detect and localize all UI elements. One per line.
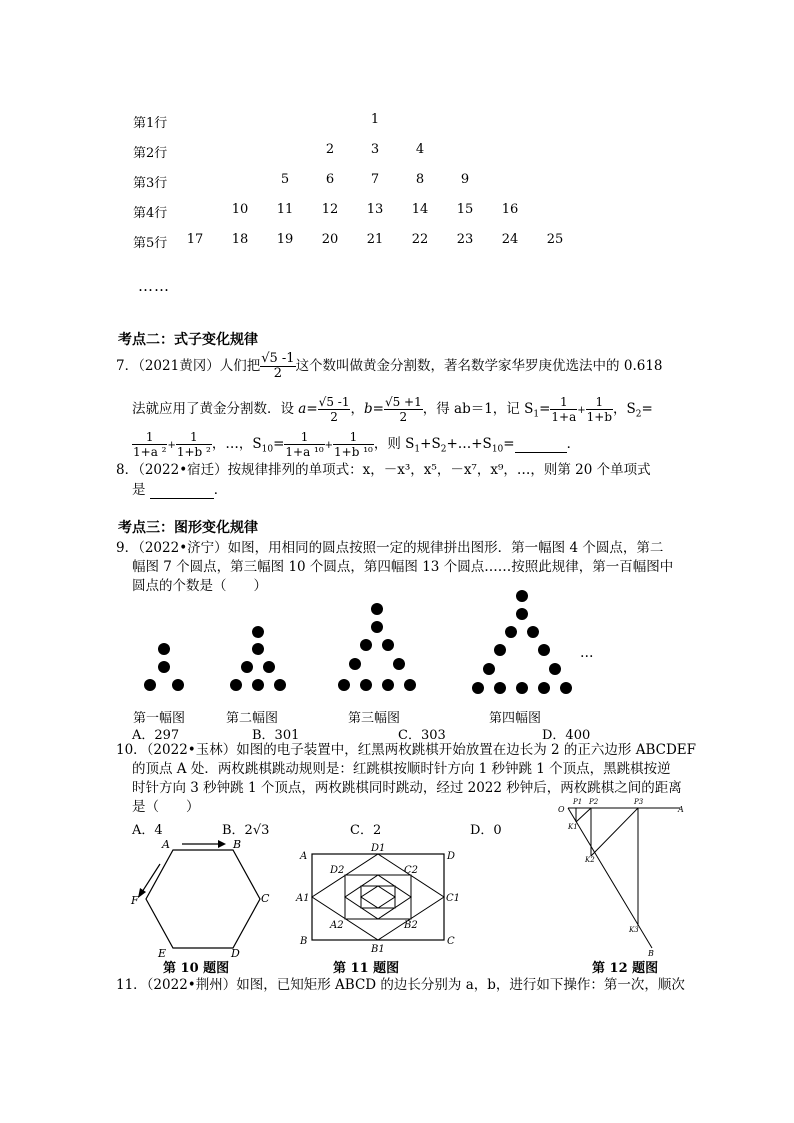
eq-sign: = [306, 401, 318, 417]
dot [538, 644, 550, 656]
caption-fig1: 第一幅图 [133, 711, 186, 726]
q8-text: 是 [132, 482, 146, 498]
caption-fig4: 第四幅图 [489, 711, 542, 726]
plus: + [324, 440, 334, 451]
caption-q10: 第 10 题图 [163, 961, 230, 976]
q7-text: 法就应用了黄金分割数．设 [132, 401, 299, 417]
var-b: b [363, 401, 373, 417]
fig12-label: O [558, 805, 565, 814]
fig12-label: K3 [629, 926, 639, 934]
hex-label-a: A [162, 838, 170, 851]
caption-q12: 第 12 题图 [592, 961, 659, 976]
dot [371, 621, 383, 633]
frac-s1a: $\frac{1}{1+a}$ [551, 395, 577, 424]
frac-s10a: $\frac{1}{\text{1+a ¹⁰}}$ [285, 430, 324, 459]
dot [263, 661, 275, 673]
dot [172, 679, 184, 691]
row-label: 第4行 [133, 206, 168, 221]
dot [516, 682, 528, 694]
plus: + [167, 440, 176, 451]
frac-a: $\frac{√5 -1}{2}$ [318, 395, 350, 424]
q10-line3: 时针方向 3 秒钟跳 1 个顶点，两枚跳棋同时跳动，经过 2022 秒钟后，两枚跳棋之间的距离 [132, 780, 682, 796]
q7-text: ，得 ab＝1，记 S [422, 401, 534, 417]
rect-2 [345, 875, 411, 919]
frac-s1b: $\frac{1}{1+b}$ [586, 395, 613, 424]
dot [252, 643, 264, 655]
dot [349, 658, 361, 670]
dot [241, 661, 253, 673]
sub: 10 [491, 444, 504, 455]
fig12-label: P2 [589, 798, 599, 806]
dot [538, 682, 550, 694]
choice-a[interactable]: A．4 [132, 823, 163, 838]
plus: + [577, 405, 586, 416]
frac-s2a: $\frac{1}{\text{1+a ²}}$ [133, 430, 167, 459]
rect-label: C [447, 936, 455, 947]
dot [527, 626, 539, 638]
nested-rect-figure [292, 838, 464, 956]
dot [371, 603, 383, 615]
sub: 2 [635, 409, 642, 420]
choice-c[interactable]: C．2 [350, 823, 382, 838]
fig12-label: B [648, 949, 654, 958]
dot [494, 644, 506, 656]
row-label: 第3行 [133, 176, 168, 191]
rect-label: D [447, 851, 456, 862]
fig12-label: K2 [585, 856, 595, 864]
fig12-label: P1 [573, 798, 583, 806]
q7-text: +S [420, 436, 441, 452]
arrow-head [218, 840, 226, 848]
dot [494, 682, 506, 694]
q11-line1: 11．（2022•荆州）如图，已知矩形 ABCD 的边长分别为 a，b，进行如下操作：第一次，顺次 [116, 977, 685, 993]
q7-text: ，S [613, 401, 636, 417]
dot [252, 679, 264, 691]
dot [393, 658, 405, 670]
sub: 10 [261, 444, 274, 455]
triangle-number: 6 [325, 172, 335, 187]
rect-label: C2 [404, 865, 419, 876]
eq-sign: = [273, 436, 285, 452]
rect-label: A [300, 851, 308, 862]
triangle-number: 2 [325, 142, 335, 157]
dot [360, 639, 372, 651]
choice-b[interactable]: B．2√3 [222, 823, 270, 838]
hex-label-c: C [261, 892, 270, 905]
rect-label: B1 [371, 944, 385, 955]
rect-label: B [300, 936, 308, 947]
dot [549, 663, 561, 675]
hexagon-figure [128, 834, 278, 958]
fig12-label: K1 [568, 823, 578, 831]
q7-lead: 7．（2021黄冈）人们把 [116, 358, 261, 374]
dot [560, 682, 572, 694]
frac-b: $\frac{√5 +1}{2}$ [384, 395, 422, 424]
triangle-number: 3 [370, 142, 380, 157]
dot [404, 679, 416, 691]
q7-text: ． [566, 436, 581, 452]
dot [158, 643, 170, 655]
q10-line1: 10．（2022•玉林）如图的电子装置中，红黑两枚跳棋开始放置在边长为 2 的正六边形 ABCDEF [116, 742, 697, 758]
rhombus-3 [361, 886, 395, 908]
rhombus-2 [345, 875, 411, 919]
rect-label: A1 [296, 893, 310, 904]
triangle-ellipsis: …… [138, 277, 170, 295]
triangle-number: 12 [321, 202, 339, 217]
choice-d[interactable]: D．400 [542, 728, 591, 743]
comma: ， [350, 401, 364, 417]
dots-ellipsis: … [580, 645, 594, 661]
rect-3 [361, 886, 395, 908]
fig12-label: P3 [634, 798, 644, 806]
triangle-number: 9 [460, 172, 470, 187]
hexagon-shape [146, 850, 260, 948]
dot [516, 608, 528, 620]
arrow-head [138, 888, 146, 898]
fig12-label: A [678, 805, 684, 814]
dot [483, 663, 495, 675]
triangle-number: 5 [280, 172, 290, 187]
q9-line2: 幅图 7 个圆点，第三幅图 10 个圆点，第四幅图 13 个圆点……按照此规律，第一百幅图中 [132, 559, 674, 575]
choice-c[interactable]: C．303 [398, 728, 446, 743]
q9-line3: 圆点的个数是（ ） [132, 578, 267, 594]
row-label: 第5行 [133, 236, 168, 251]
hex-label-e: E [158, 947, 167, 958]
triangle-number: 7 [370, 172, 380, 187]
rect-label: D2 [330, 865, 345, 876]
triangle-number: 14 [411, 202, 429, 217]
q7-text: = [503, 436, 515, 452]
row-label: 第1行 [133, 116, 168, 131]
dot [338, 679, 350, 691]
dot [382, 639, 394, 651]
q9-line1: 9．（2022•济宁）如图，用相同的圆点按照一定的规律拼出图形．第一幅图 4 个圆点，第二 [116, 540, 664, 556]
row-label: 第2行 [133, 146, 168, 161]
rect-label: B2 [404, 920, 418, 931]
dot [516, 590, 528, 602]
section-title-3: 考点三：图形变化规律 [118, 520, 258, 536]
sub: 1 [414, 444, 421, 455]
sub: 2 [440, 444, 447, 455]
caption-fig3: 第三幅图 [348, 711, 401, 726]
eq-sign: = [372, 401, 384, 417]
perpendicular-figure [556, 796, 686, 960]
var-a: a [298, 401, 307, 417]
dot [472, 682, 484, 694]
dot [505, 626, 517, 638]
caption-fig2: 第二幅图 [226, 711, 279, 726]
triangle-number: 25 [546, 232, 564, 247]
rect-label: A2 [330, 920, 344, 931]
dot [252, 626, 264, 638]
triangle-number: 18 [231, 232, 249, 247]
frac-s2b: $\frac{1}{\text{1+b ²}}$ [176, 430, 211, 459]
eq-sign: = [641, 401, 653, 417]
q7-text: ，则 S [373, 436, 415, 452]
perp-line [591, 808, 638, 856]
q8-text: ． [213, 482, 228, 498]
hex-label-f: F [131, 894, 139, 907]
triangle-number: 21 [366, 232, 384, 247]
rect-label: C1 [446, 893, 461, 904]
choice-d[interactable]: D．0 [470, 823, 502, 838]
q7-text: ，…，S [211, 436, 262, 452]
dot [230, 679, 242, 691]
dot [360, 679, 372, 691]
hex-label-d: D [231, 947, 240, 958]
q8-line1: 8．（2022•宿迁）按规律排列的单项式：x，－x³，x⁵，－x⁷，x⁹，…，则第 20 个单项式 [116, 462, 651, 478]
choice-b[interactable]: B．301 [252, 728, 300, 743]
dot [158, 661, 170, 673]
dot [382, 679, 394, 691]
golden-fraction: $\frac{√5 -1}{2}$ [261, 351, 295, 381]
triangle-number: 17 [186, 232, 204, 247]
section-title-2: 考点二：式子变化规律 [118, 332, 258, 348]
q7-rest1: 这个数叫做黄金分割数，著名数学家华罗庚优选法中的 0.618 [295, 358, 663, 374]
sub: 1 [533, 409, 540, 420]
dot [274, 679, 286, 691]
triangle-number: 20 [321, 232, 339, 247]
triangle-number: 13 [366, 202, 384, 217]
triangle-number: 8 [415, 172, 425, 187]
triangle-number: 10 [231, 202, 249, 217]
ray-ob [568, 808, 652, 948]
q10-line2: 的顶点 A 处．两枚跳棋跳动规则是：红跳棋按顺时针方向 1 秒钟跳 1 个顶点，黑跳棋按逆 [132, 761, 671, 777]
triangle-number: 4 [415, 142, 425, 157]
triangle-number: 23 [456, 232, 474, 247]
triangle-number: 22 [411, 232, 429, 247]
hex-label-b: B [233, 838, 242, 851]
q10-line4: 是（ ） [132, 799, 200, 815]
triangle-number: 15 [456, 202, 474, 217]
frac-s10b: $\frac{1}{\text{1+b ¹⁰}}$ [334, 430, 373, 459]
rect-label: D1 [371, 843, 386, 854]
q7-text: +…+S [446, 436, 492, 452]
triangle-number: 1 [370, 112, 380, 127]
choice-a[interactable]: A．297 [132, 728, 180, 743]
triangle-number: 24 [501, 232, 519, 247]
caption-q11: 第 11 题图 [333, 961, 400, 976]
eq-sign: = [539, 401, 551, 417]
perp-line [576, 808, 591, 822]
dot [144, 679, 156, 691]
triangle-number: 19 [276, 232, 294, 247]
triangle-number: 16 [501, 202, 519, 217]
triangle-number: 11 [276, 202, 294, 217]
